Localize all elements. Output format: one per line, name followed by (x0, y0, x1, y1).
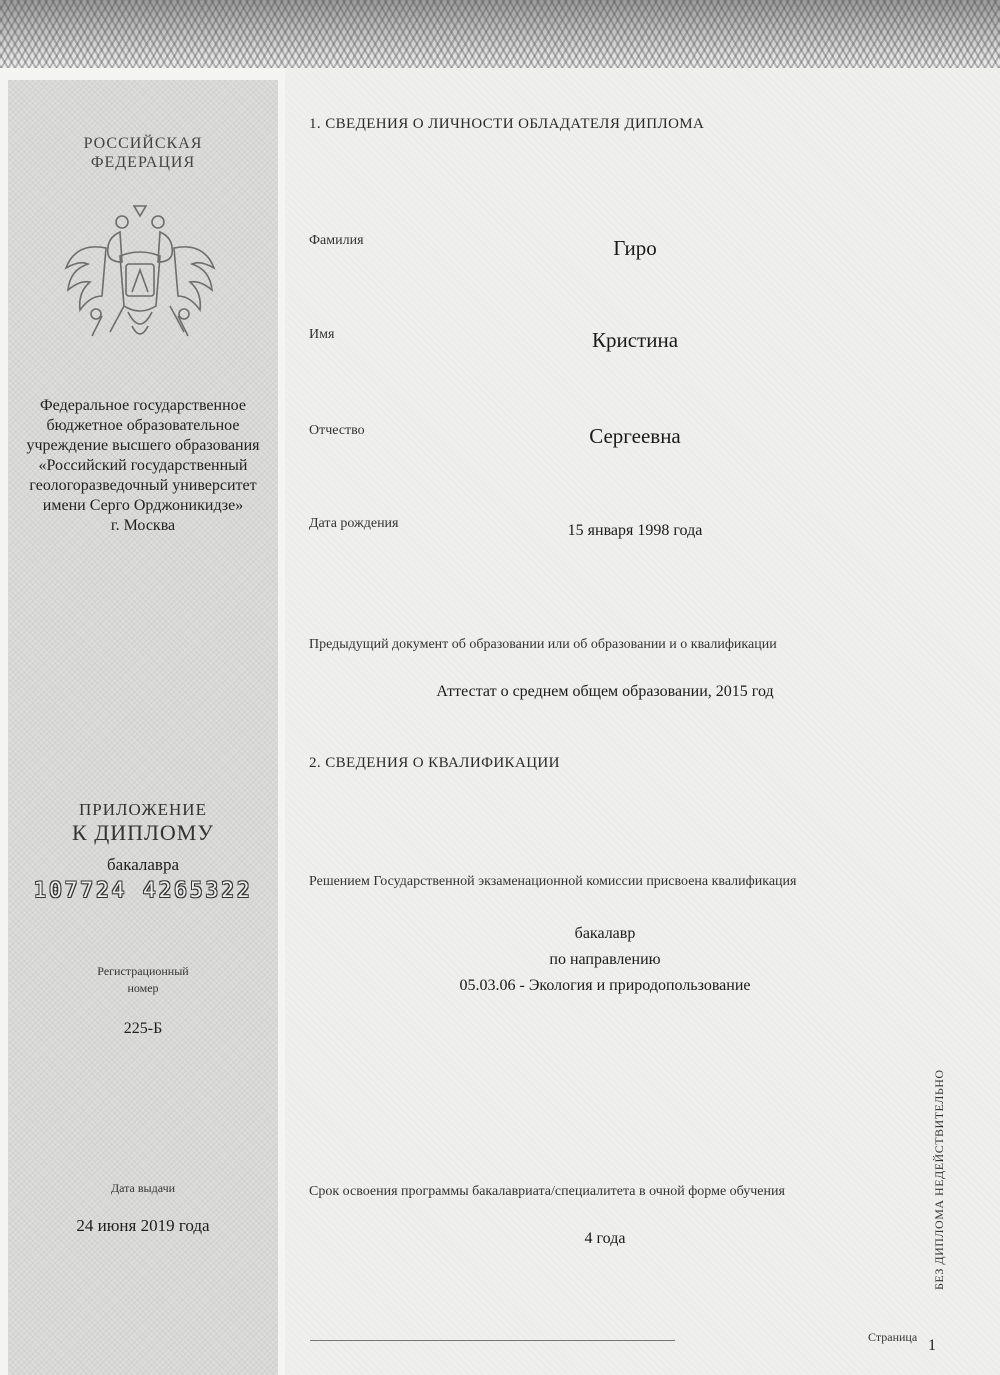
degree-level: бакалавра (107, 855, 179, 874)
issue-date-label: Дата выдачи (110, 1181, 176, 1195)
direction-label: по направлению (549, 951, 661, 968)
registration-number-label (8, 963, 278, 997)
program-duration-value: 4 года (584, 1230, 626, 1247)
name-value: Кристина (591, 328, 679, 352)
institution-line: «Российский государственный (38, 457, 248, 474)
registration-label-line: Регистрационный (97, 964, 189, 978)
institution-city: г. Москва (110, 517, 176, 534)
page-label: Страница (868, 1330, 918, 1344)
institution-line: имени Серго Орджоникидзе» (42, 497, 244, 514)
patronymic-value: Сергеевна (589, 424, 681, 448)
double-headed-eagle-emblem-icon (62, 196, 218, 356)
institution-line: геологоразведочный университет (29, 477, 257, 494)
institution-line: бюджетное образовательное (46, 417, 240, 434)
main-panel (285, 68, 1000, 1375)
program-duration-label: Срок освоения программы бакалавриата/специалитета в очной форме обучения (309, 1184, 785, 1199)
footer-divider (310, 1340, 675, 1341)
name-label: Имя (309, 327, 335, 342)
direction-value: 05.03.06 - Экология и природопользование (459, 977, 751, 994)
previous-document-value: Аттестат о среднем общем образовании, 2015 год (436, 683, 774, 700)
appendix-title-line2: К ДИПЛОМУ (72, 820, 214, 845)
institution-name (8, 396, 278, 536)
patronymic-label: Отчество (309, 423, 365, 438)
registration-number: 225-Б (123, 1020, 163, 1037)
page-number: 1 (928, 1337, 936, 1354)
section1-title: 1. СВЕДЕНИЯ О ЛИЧНОСТИ ОБЛАДАТЕЛЯ ДИПЛОМА (309, 116, 705, 132)
country-name (8, 134, 278, 172)
section2-title: 2. СВЕДЕНИЯ О КВАЛИФИКАЦИИ (309, 755, 560, 771)
validity-notice: БЕЗ ДИПЛОМА НЕДЕЙСТВИТЕЛЬНО (932, 1069, 946, 1290)
institution-line: Федеральное государственное (40, 397, 246, 414)
document-serial-number: 107724 4265322 (33, 878, 253, 902)
birth-date-value: 15 января 1998 года (567, 522, 703, 539)
surname-label: Фамилия (309, 233, 364, 248)
surname-value: Гиро (613, 236, 657, 260)
issue-date: 24 июня 2019 года (76, 1216, 210, 1235)
previous-document-label: Предыдущий документ об образовании или об образовании и о квалификации (309, 637, 777, 652)
qualification-value: бакалавр (574, 925, 636, 942)
country-line: РОССИЙСКАЯ (83, 135, 203, 152)
institution-line: учреждение высшего образования (26, 437, 260, 454)
registration-label-line: номер (127, 981, 159, 995)
appendix-title-line1: ПРИЛОЖЕНИЕ (79, 800, 207, 819)
country-line: ФЕДЕРАЦИЯ (90, 154, 196, 171)
security-guilloche-band (0, 0, 1000, 68)
commission-decision-text: Решением Государственной экзаменационной комиссии присвоена квалификация (309, 874, 797, 889)
birth-date-label: Дата рождения (309, 516, 399, 531)
